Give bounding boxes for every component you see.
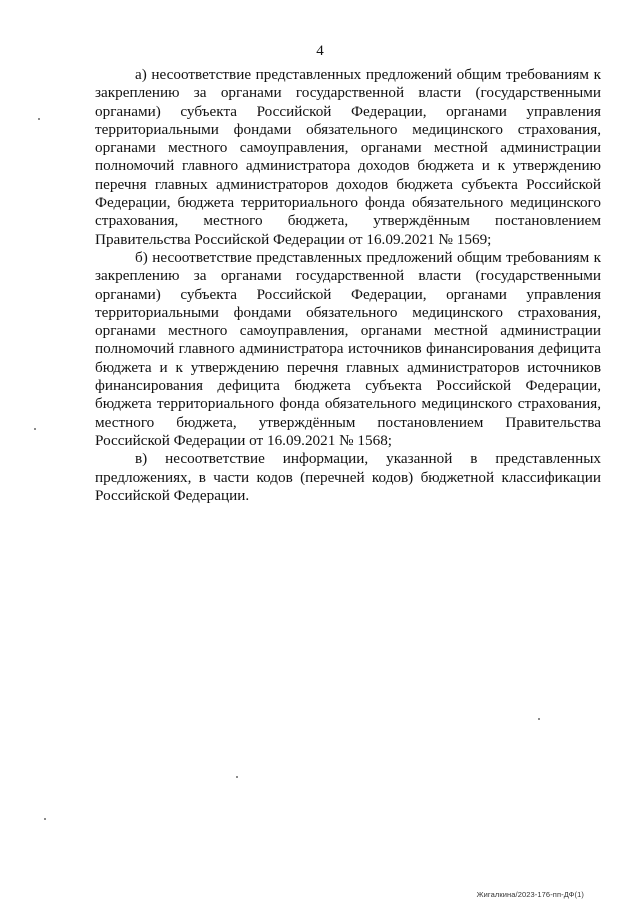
document-body bbox=[95, 66, 601, 505]
scan-speck bbox=[538, 718, 540, 720]
scan-speck bbox=[34, 428, 36, 430]
scan-speck bbox=[236, 776, 238, 778]
list-item-b: б) несоответствие представленных предложений общим требованиям к закреплению за органами государственной власти (государственными органами) субъекта Российской Федерации, органами управления территориальными фондами обязательного медицинского страхования, органами местного самоуправления, органами местной администрации полномочий главного администратора источников финансирования дефицита бюджета и к утверждению перечня главных администраторов источников финансирования дефицита бюджета субъекта Российской Федерации, бюджета территориального фонда обязательного медицинского страхования, местного бюджета, утверждённым постановлением Правительства Российской Федерации от 16.09.2021 № 1568; bbox=[95, 248, 601, 449]
list-item-a: а) несоответствие представленных предложений общим требованиям к закреплению за органами государственной власти (государственными органами) субъекта Российской Федерации, органами управления территориальными фондами обязательного медицинского страхования, органами местного самоуправления, органами местной администрации полномочий главного администратора доходов бюджета и к утверждению перечня главных администраторов доходов бюджета субъекта Российской Федерации, бюджета территориального фонда обязательного медицинского страхования, местного бюджета, утверждённым постановлением Правительства Российской Федерации от 16.09.2021 № 1569; bbox=[95, 66, 601, 248]
list-item-c: в) несоответствие информации, указанной в представленных предложениях, в части кодов (перечней кодов) бюджетной классификации Российской Федерации. bbox=[95, 450, 601, 504]
scan-speck bbox=[38, 118, 40, 120]
scan-speck bbox=[44, 818, 46, 820]
document-registration-code: Жигалкина/2023-176-пп-ДФ(1) bbox=[476, 890, 584, 899]
page-number: 4 bbox=[316, 43, 324, 59]
